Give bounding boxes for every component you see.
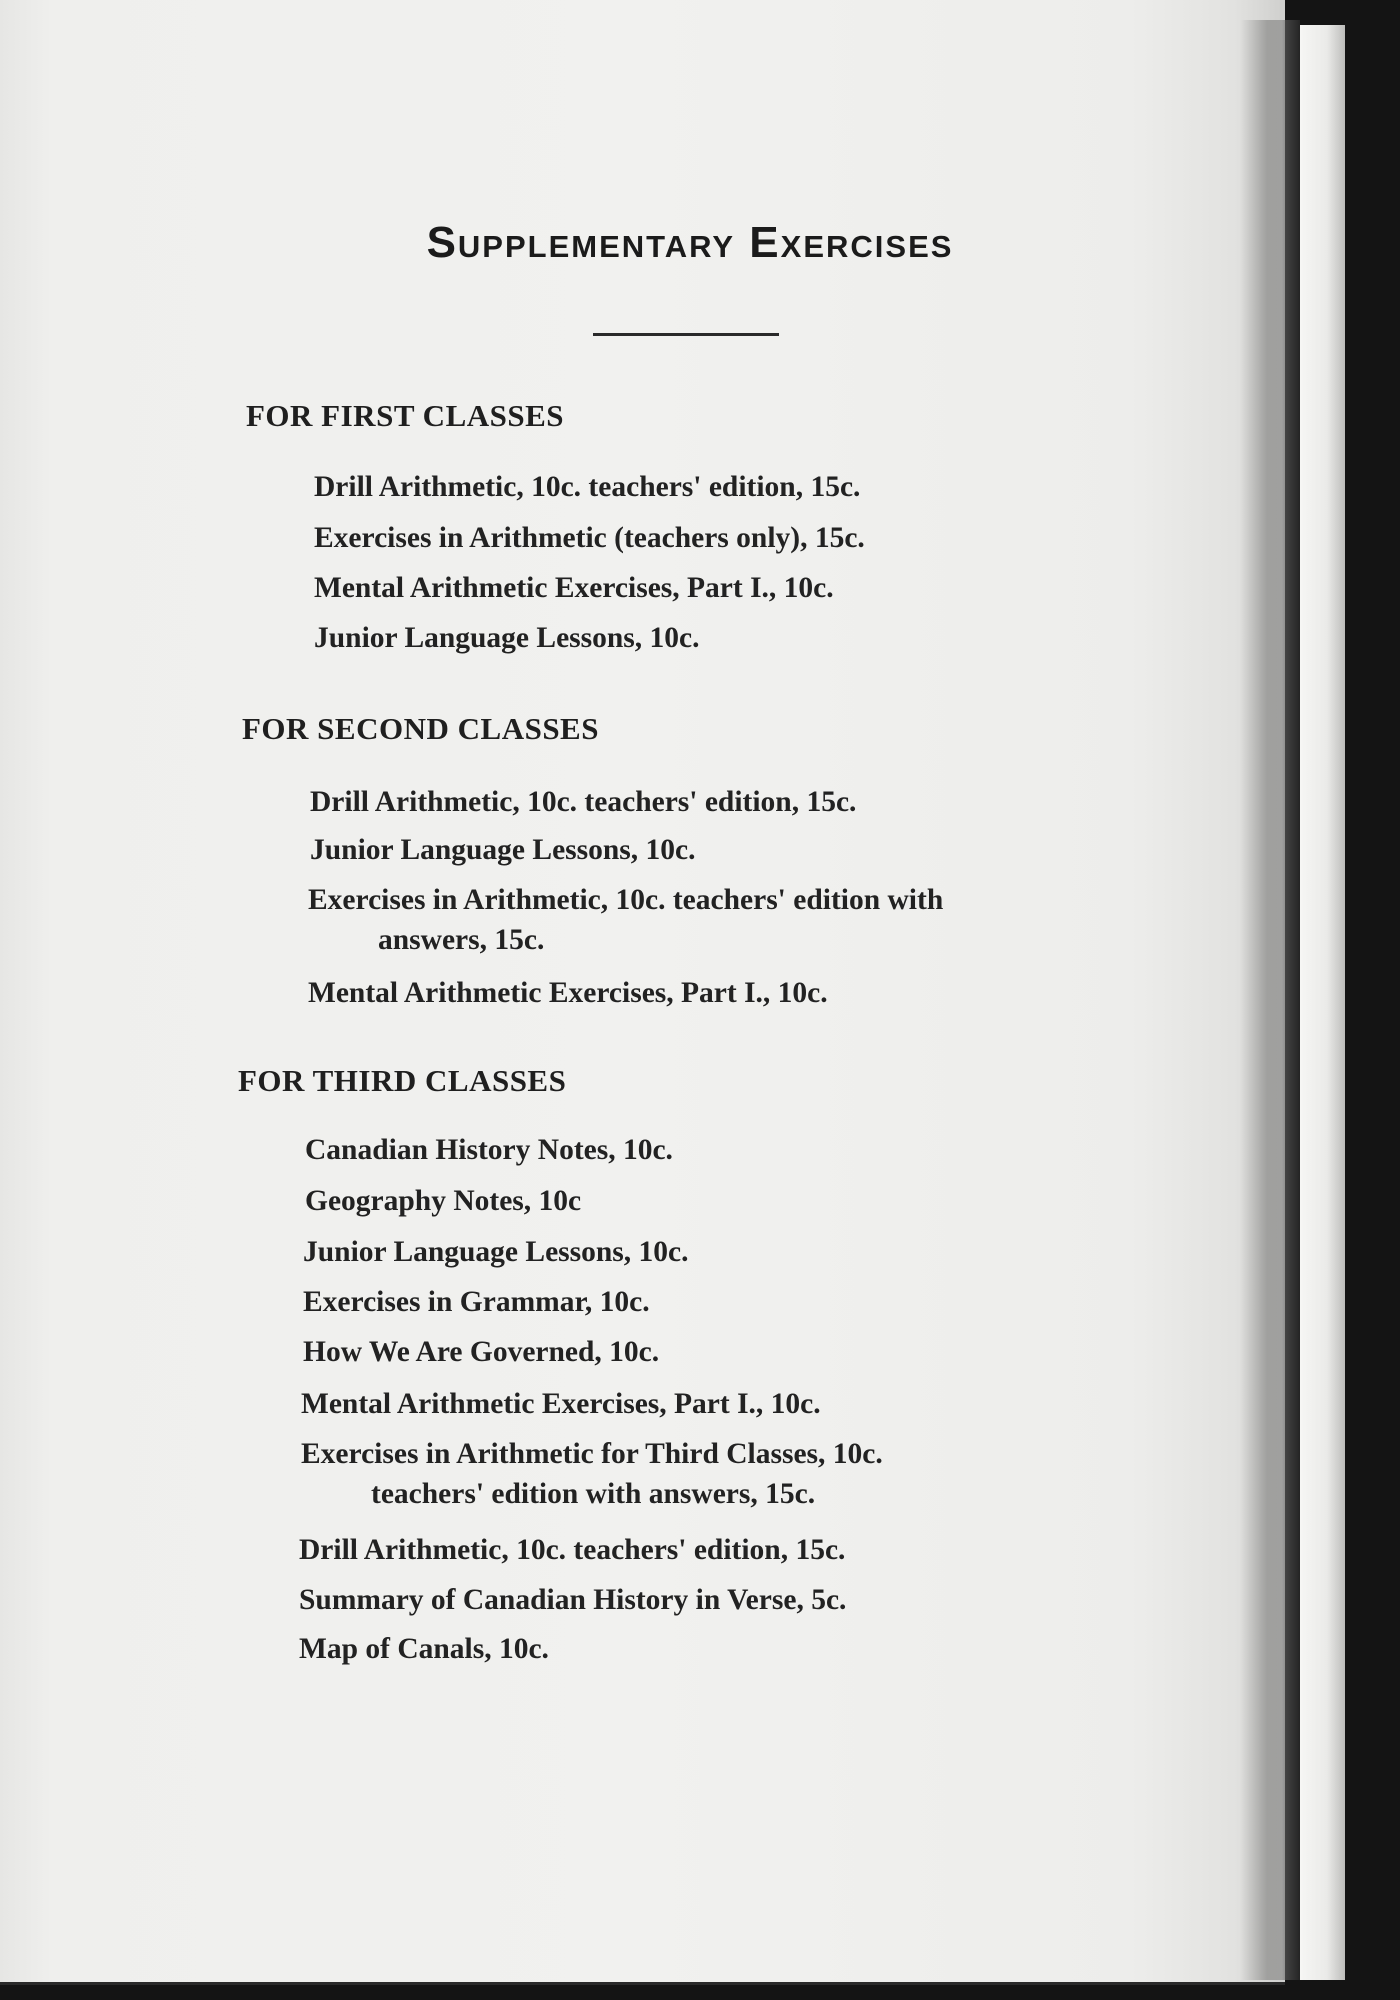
list-item: Junior Language Lessons, 10c.	[314, 622, 700, 654]
list-item: Geography Notes, 10c	[305, 1185, 582, 1217]
list-item: Mental Arithmetic Exercises, Part I., 10c.	[308, 977, 828, 1009]
title-divider	[593, 333, 779, 336]
list-item: Exercises in Arithmetic for Third Classes, 10c. teachers' edition with answers, 15c.	[301, 1438, 883, 1510]
list-item: Drill Arithmetic, 10c. teachers' edition, 15c.	[310, 786, 857, 818]
list-item: Map of Canals, 10c.	[299, 1633, 549, 1665]
page-fold-shadow	[1240, 20, 1300, 1980]
section-heading-third-classes: FOR THIRD CLASSES	[238, 1063, 567, 1098]
list-item: Junior Language Lessons, 10c.	[303, 1236, 689, 1268]
list-item: Drill Arithmetic, 10c. teachers' edition, 15c.	[314, 471, 861, 503]
list-item: How We Are Governed, 10c.	[303, 1336, 660, 1368]
list-item: Junior Language Lessons, 10c.	[310, 834, 696, 866]
list-item: Mental Arithmetic Exercises, Part I., 10c.	[301, 1388, 821, 1420]
list-item: Exercises in Arithmetic (teachers only), 15c.	[314, 522, 865, 554]
list-item: Exercises in Grammar, 10c.	[303, 1286, 650, 1318]
page-title: Supplementary Exercises	[426, 218, 954, 267]
list-item: Summary of Canadian History in Verse, 5c.	[299, 1584, 847, 1616]
page-edge	[1300, 25, 1345, 1980]
list-item: Mental Arithmetic Exercises, Part I., 10c.	[314, 572, 834, 604]
list-item: Canadian History Notes, 10c.	[305, 1134, 673, 1166]
section-heading-second-classes: FOR SECOND CLASSES	[242, 711, 599, 746]
section-heading-first-classes: FOR FIRST CLASSES	[246, 398, 565, 433]
list-item: Exercises in Arithmetic, 10c. teachers' edition with answers, 15c.	[308, 884, 944, 956]
list-item: Drill Arithmetic, 10c. teachers' edition, 15c.	[299, 1534, 846, 1566]
